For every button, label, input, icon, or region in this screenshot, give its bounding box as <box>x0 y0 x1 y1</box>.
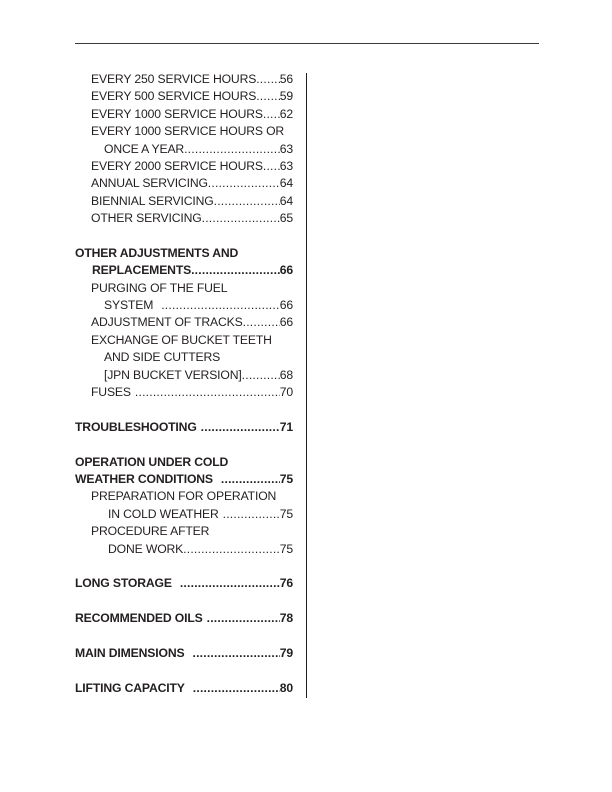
header-rule <box>75 43 539 44</box>
toc-section-main-dimensions[interactable]: MAIN DIMENSIONS ..... 79 <box>75 645 293 662</box>
page-number: 79 <box>279 645 293 660</box>
toc-entry-purging-fuel-line1[interactable]: PURGING OF THE FUEL <box>91 280 228 295</box>
toc-entry-bucket-teeth-line1[interactable]: EXCHANGE OF BUCKET TEETH <box>91 332 272 347</box>
toc-section-troubleshooting[interactable]: TROUBLESHOOTING ..... 71 <box>75 419 293 436</box>
toc-entry-1000-hours[interactable]: EVERY 1000 SERVICE HOURS ..... 62 <box>75 106 293 123</box>
page-number: 76 <box>279 576 293 591</box>
leader-dots <box>202 210 280 227</box>
page-number: 75 <box>279 506 293 521</box>
leader-dots <box>214 193 280 210</box>
leader-dots <box>213 471 280 488</box>
toc-entry-500-hours[interactable]: EVERY 500 SERVICE HOURS ..... 59 <box>75 88 293 105</box>
leader-dots <box>256 71 280 88</box>
toc-entry-bucket-teeth-line2[interactable]: AND SIDE CUTTERS <box>104 350 221 365</box>
page-number: 56 <box>279 72 293 86</box>
toc-section-cold-weather-line2[interactable]: WEATHER CONDITIONS ..... 75 <box>75 471 293 488</box>
table-of-contents <box>75 71 293 697</box>
toc-section-recommended-oils[interactable]: RECOMMENDED OILS ..... 78 <box>75 610 293 627</box>
toc-section-long-storage[interactable]: LONG STORAGE ..... 76 <box>75 575 293 592</box>
toc-entry-adjustment-of-tracks[interactable]: ADJUSTMENT OF TRACKS ..... 66 <box>75 314 293 331</box>
page-number: 64 <box>279 193 293 208</box>
toc-entry-purging-fuel-line2[interactable]: SYSTEM ..... 66 <box>75 297 293 314</box>
toc-entry-other-servicing[interactable]: OTHER SERVICING ..... 65 <box>75 210 293 227</box>
leader-dots <box>256 88 280 105</box>
leader-dots <box>184 141 280 158</box>
leader-dots <box>183 541 280 558</box>
page-number: 75 <box>279 541 293 556</box>
toc-entry-1000-hours-or-year-line1[interactable]: EVERY 1000 SERVICE HOURS OR <box>91 124 285 139</box>
page-number: 63 <box>279 158 293 173</box>
page-number: 70 <box>279 385 293 400</box>
toc-entry-1000-hours-or-year-line2[interactable]: ONCE A YEAR ..... 63 <box>75 141 293 158</box>
leader-dots <box>219 506 280 523</box>
leader-dots <box>184 645 279 662</box>
leader-dots <box>131 384 280 401</box>
page-number: 78 <box>279 611 293 626</box>
toc-entry-procedure-after-line2[interactable]: DONE WORK ..... 75 <box>75 541 293 558</box>
page-number: 66 <box>279 315 293 330</box>
toc-entry-preparation-cold-line2[interactable]: IN COLD WEATHER ..... 75 <box>75 506 293 523</box>
leader-dots <box>263 106 280 123</box>
leader-dots <box>197 419 280 436</box>
page-number: 64 <box>279 176 293 191</box>
leader-dots <box>203 610 280 627</box>
leader-dots <box>153 297 280 314</box>
toc-entry-preparation-cold-line1[interactable]: PREPARATION FOR OPERATION <box>91 489 277 504</box>
toc-entry-bucket-teeth-line3[interactable]: [JPN BUCKET VERSION] ..... 68 <box>75 367 293 384</box>
leader-dots <box>185 680 280 697</box>
leader-dots <box>172 575 280 592</box>
toc-section-other-adjustments-line2[interactable]: REPLACEMENTS ..... 66 <box>75 262 293 279</box>
page-number: 63 <box>279 141 293 156</box>
toc-section-other-adjustments-line1[interactable]: OTHER ADJUSTMENTS AND <box>75 245 239 260</box>
leader-dots <box>242 367 280 384</box>
toc-entry-fuses[interactable]: FUSES ..... 70 <box>75 384 293 401</box>
page-number: 66 <box>279 298 293 313</box>
page-number: 75 <box>279 471 293 486</box>
toc-entry-biennial-servicing[interactable]: BIENNIAL SERVICING ..... 64 <box>75 193 293 210</box>
page-number: 71 <box>279 419 293 434</box>
toc-entry-annual-servicing[interactable]: ANNUAL SERVICING ..... 64 <box>75 175 293 192</box>
toc-section-cold-weather-line1[interactable]: OPERATION UNDER COLD <box>75 454 229 469</box>
page-number: 68 <box>279 367 293 382</box>
leader-dots <box>243 314 280 331</box>
leader-dots <box>263 158 280 175</box>
page-number: 66 <box>279 263 293 278</box>
page-number: 59 <box>279 89 293 104</box>
page-number: 80 <box>279 680 293 695</box>
leader-dots <box>208 175 280 192</box>
column-divider <box>306 73 307 698</box>
page-number: 62 <box>279 106 293 121</box>
toc-section-lifting-capacity[interactable]: LIFTING CAPACITY ..... 80 <box>75 680 293 697</box>
page-number: 65 <box>279 211 293 226</box>
toc-entry-250-hours[interactable]: EVERY 250 SERVICE HOURS ..... 56 <box>75 71 293 88</box>
leader-dots <box>191 262 280 279</box>
toc-entry-procedure-after-line1[interactable]: PROCEDURE AFTER <box>91 524 210 539</box>
toc-entry-2000-hours[interactable]: EVERY 2000 SERVICE HOURS ..... 63 <box>75 158 293 175</box>
